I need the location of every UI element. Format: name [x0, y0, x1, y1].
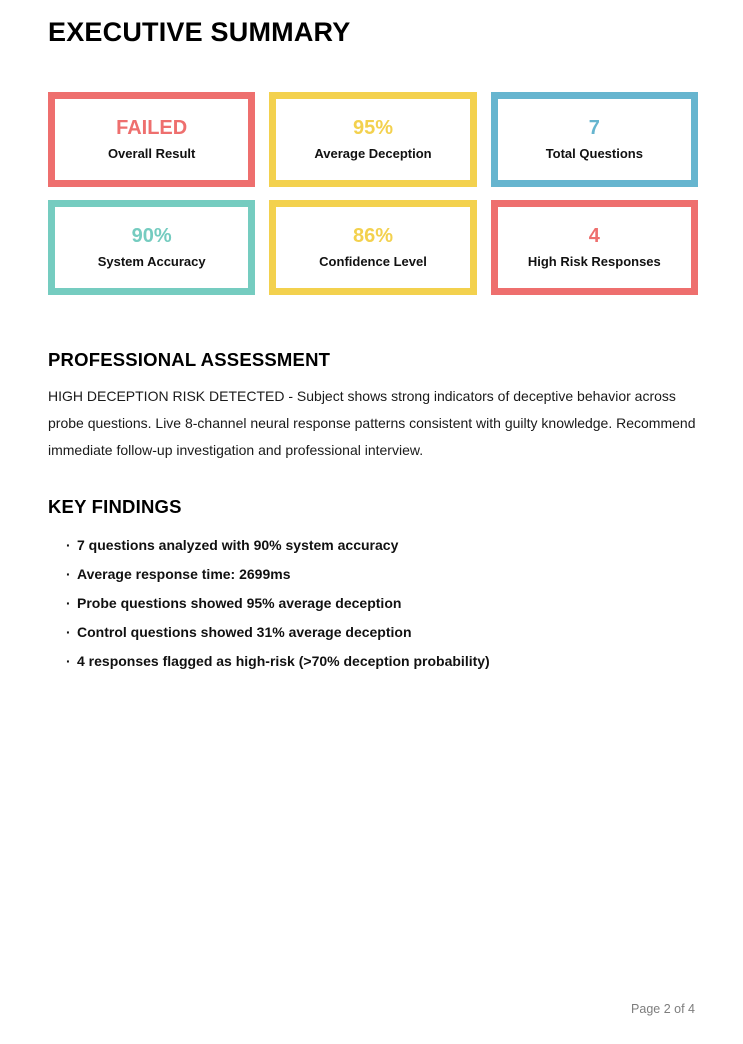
finding-item: · 7 questions analyzed with 90% system accuracy — [66, 537, 698, 554]
stat-value: 95% — [352, 117, 393, 140]
finding-item: · Average response time: 2699ms — [66, 566, 698, 583]
stat-label: Confidence Level — [319, 254, 427, 270]
stat-value: FAILED — [116, 117, 188, 140]
key-findings-section — [48, 497, 698, 670]
stat-card-system-accuracy — [48, 200, 255, 295]
stat-card-average-deception — [269, 92, 476, 187]
assessment-heading: PROFESSIONAL ASSESSMENT — [48, 348, 331, 370]
stat-label: Overall Result — [107, 146, 196, 162]
summary-cards-grid — [48, 92, 698, 295]
finding-item: · Probe questions showed 95% average deception — [66, 595, 698, 612]
finding-item: · Control questions showed 31% average deception — [66, 624, 698, 641]
page-number: Page 2 of 4 — [631, 1002, 695, 1016]
stat-value: 86% — [352, 225, 393, 248]
stat-value: 7 — [588, 117, 600, 140]
stat-label: Total Questions — [545, 146, 643, 162]
finding-item: · 4 responses flagged as high-risk (>70% deception probability) — [66, 653, 698, 670]
stat-card-confidence-level — [269, 200, 476, 295]
stat-card-total-questions — [491, 92, 698, 187]
stat-card-high-risk-responses — [491, 200, 698, 295]
stat-value: 4 — [588, 225, 600, 248]
assessment-body: HIGH DECEPTION RISK DETECTED - Subject shows strong indicators of deceptive behavior across probe questions. Live 8-channel neural response patterns consistent with guilty knowledge. Recommend immediate follow-up investigation and professional interview. — [48, 388, 696, 459]
key-findings-heading: KEY FINDINGS — [48, 496, 182, 518]
stat-card-overall-result — [48, 92, 255, 187]
stat-label: High Risk Responses — [527, 254, 661, 270]
stat-label: System Accuracy — [97, 254, 206, 270]
professional-assessment-section — [48, 350, 698, 464]
key-findings-list — [48, 537, 698, 670]
page-title: EXECUTIVE SUMMARY — [48, 17, 351, 47]
stat-value: 90% — [131, 225, 172, 248]
stat-label: Average Deception — [314, 146, 432, 162]
